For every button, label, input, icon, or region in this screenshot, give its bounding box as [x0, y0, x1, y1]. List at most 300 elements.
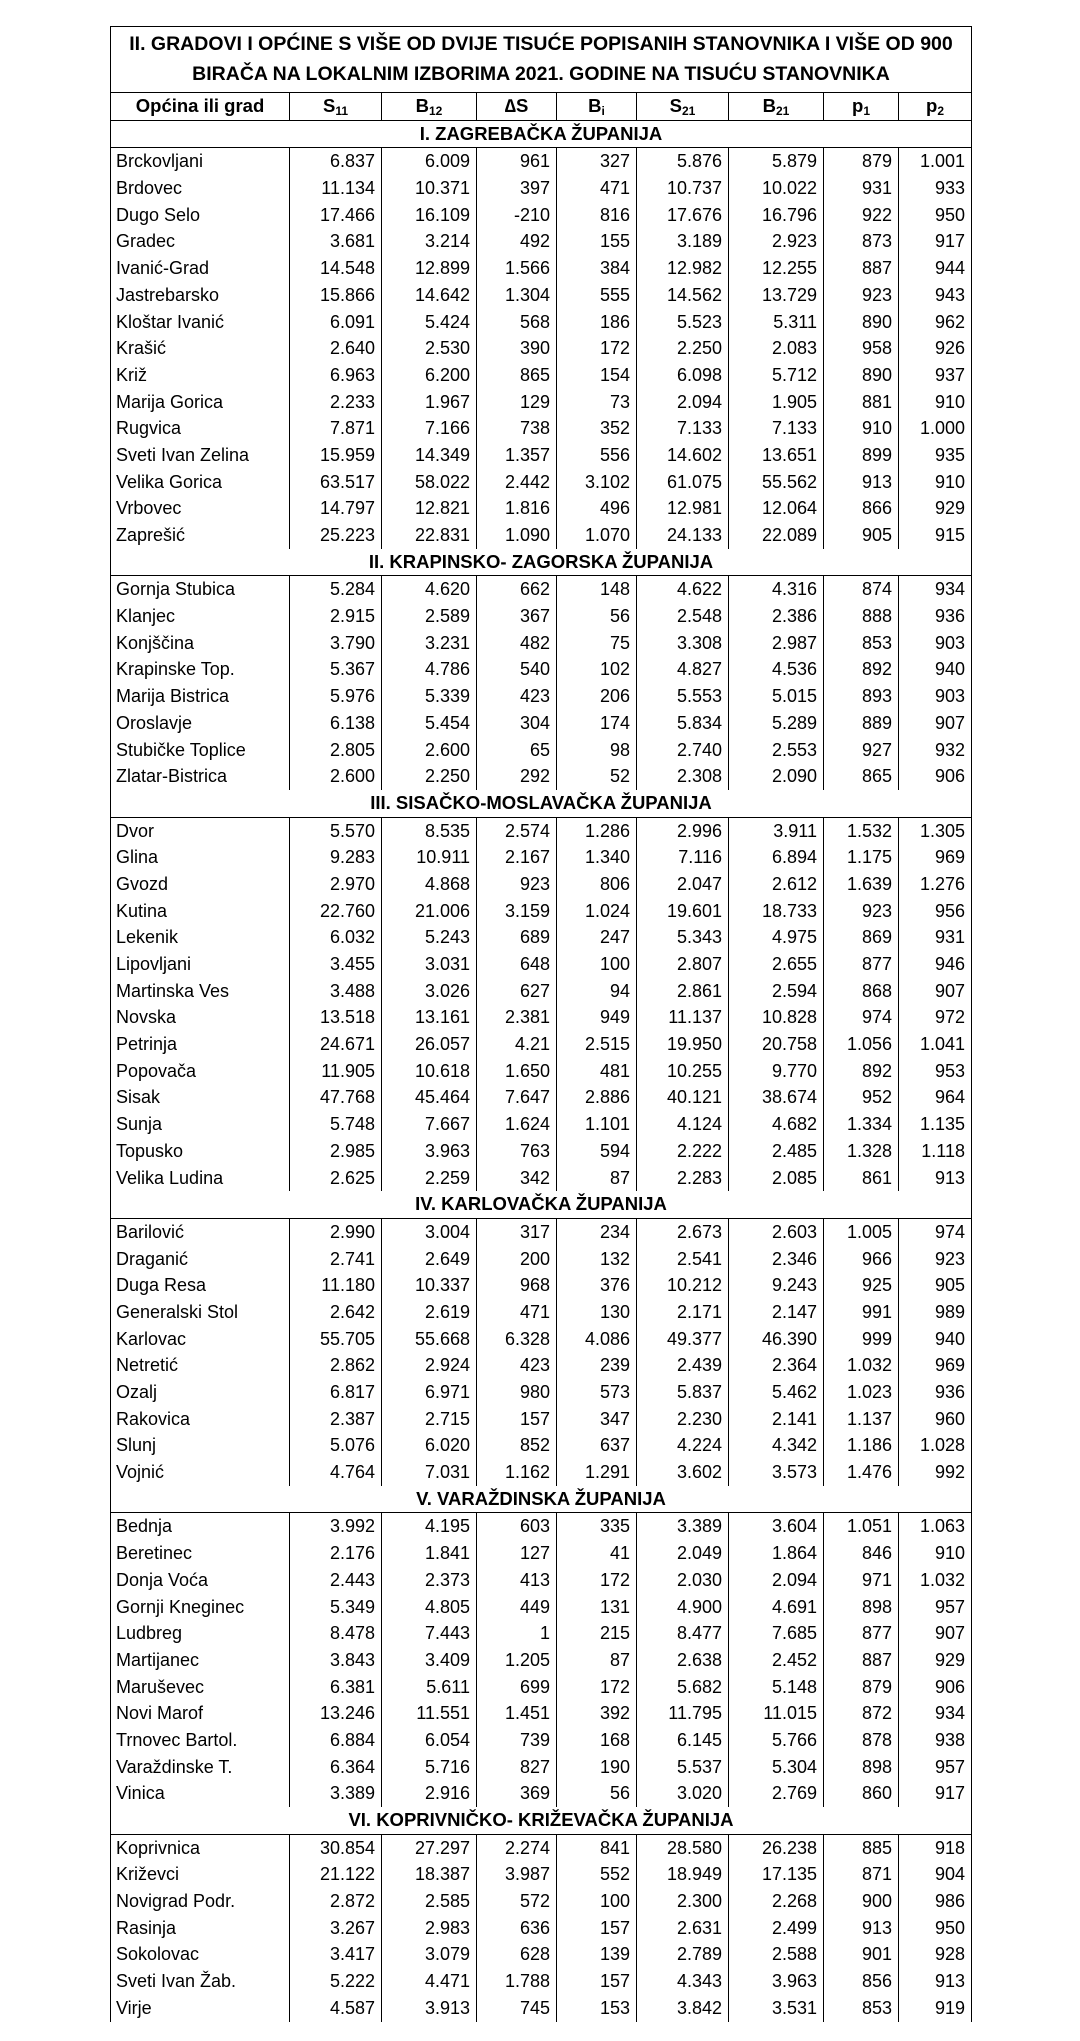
- municipality-name: Martijanec: [116, 1649, 200, 1670]
- table-row: [111, 630, 971, 657]
- b12-value: 5.716: [381, 1754, 476, 1781]
- b12-value: 10.618: [381, 1058, 476, 1085]
- delta-s-value: 627: [476, 978, 556, 1005]
- b12-value: 45.464: [381, 1084, 476, 1111]
- municipality-name: Sveti Ivan Žab.: [116, 1971, 237, 1992]
- table-row: [111, 1700, 971, 1727]
- s21-value: 5.343: [636, 924, 728, 951]
- delta-s-value: 745: [476, 1995, 556, 2022]
- municipality-name: Virje: [116, 1997, 152, 2018]
- s21-value: 10.212: [636, 1272, 728, 1299]
- s21-value: 5.876: [636, 148, 728, 175]
- b12-value: 1.967: [381, 389, 476, 416]
- s21-value: 8.477: [636, 1620, 728, 1647]
- b21-value: 5.311: [728, 309, 823, 336]
- p1-value: 1.005: [823, 1219, 898, 1246]
- p2-value: 1.028: [898, 1432, 971, 1459]
- b12-value: 3.913: [381, 1995, 476, 2022]
- bi-value: 174: [556, 710, 636, 737]
- b12-value: 6.020: [381, 1432, 476, 1459]
- s21-value: 6.098: [636, 362, 728, 389]
- b12-value: 2.916: [381, 1780, 476, 1807]
- delta-s-value: 968: [476, 1272, 556, 1299]
- bi-value: 1.101: [556, 1111, 636, 1138]
- bi-value: 841: [556, 1835, 636, 1862]
- delta-s-value: 1.090: [476, 522, 556, 549]
- p2-value: 906: [898, 763, 971, 790]
- delta-s-value: 865: [476, 362, 556, 389]
- col-header-b21: $B_{21}$: [728, 93, 823, 120]
- p1-value: 893: [823, 683, 898, 710]
- bi-value: 816: [556, 202, 636, 229]
- b12-value: 2.373: [381, 1567, 476, 1594]
- delta-s-value: 397: [476, 175, 556, 202]
- s11-value: 5.367: [289, 656, 381, 683]
- b12-value: 4.786: [381, 656, 476, 683]
- municipality-name: Trnovec Bartol.: [116, 1729, 238, 1750]
- p2-value: 950: [898, 1915, 971, 1942]
- b21-value: 12.255: [728, 255, 823, 282]
- table-row: [111, 656, 971, 683]
- p1-value: 877: [823, 951, 898, 978]
- p1-value: 872: [823, 1700, 898, 1727]
- municipality-name: Križevci: [116, 1864, 180, 1885]
- bi-value: 471: [556, 175, 636, 202]
- s11-value: 2.915: [289, 603, 381, 630]
- s11-value: 2.387: [289, 1406, 381, 1433]
- p2-value: 957: [898, 1594, 971, 1621]
- b21-value: 3.911: [728, 818, 823, 845]
- bi-value: 496: [556, 495, 636, 522]
- delta-s-value: -210: [476, 202, 556, 229]
- table-row: [111, 202, 971, 229]
- municipality-name: Vojnić: [116, 1462, 165, 1483]
- b12-value: 14.349: [381, 442, 476, 469]
- municipality-name: Lekenik: [116, 927, 179, 948]
- p1-value: 913: [823, 469, 898, 496]
- col-header-s11: $S_{11}$: [289, 93, 381, 120]
- municipality-name: Stubičke Toplice: [116, 739, 246, 760]
- bi-value: 352: [556, 415, 636, 442]
- s21-value: 28.580: [636, 1835, 728, 1862]
- p2-value: 943: [898, 282, 971, 309]
- b12-value: 5.243: [381, 924, 476, 951]
- table-row: [111, 1540, 971, 1567]
- bi-value: 3.102: [556, 469, 636, 496]
- s11-value: 13.518: [289, 1004, 381, 1031]
- municipality-name: Sokolovac: [116, 1944, 200, 1965]
- bi-value: 56: [556, 1780, 636, 1807]
- p1-value: 846: [823, 1540, 898, 1567]
- delta-s-value: 1.624: [476, 1111, 556, 1138]
- b21-value: 4.682: [728, 1111, 823, 1138]
- municipality-name: Kloštar Ivanić: [116, 311, 225, 332]
- b21-value: 2.268: [728, 1888, 823, 1915]
- delta-s-value: 2.381: [476, 1004, 556, 1031]
- delta-s-value: 482: [476, 630, 556, 657]
- s21-value: 2.094: [636, 389, 728, 416]
- b21-value: 2.923: [728, 228, 823, 255]
- p1-value: 892: [823, 1058, 898, 1085]
- p1-value: 898: [823, 1754, 898, 1781]
- bi-value: 637: [556, 1432, 636, 1459]
- delta-s-value: 127: [476, 1540, 556, 1567]
- p1-value: 1.639: [823, 871, 898, 898]
- table-row: [111, 1031, 971, 1058]
- delta-s-value: 423: [476, 1352, 556, 1379]
- delta-s-value: 827: [476, 1754, 556, 1781]
- s21-value: 11.795: [636, 1700, 728, 1727]
- b21-value: 3.573: [728, 1459, 823, 1486]
- p1-value: 890: [823, 309, 898, 336]
- p2-value: 936: [898, 603, 971, 630]
- delta-s-value: 961: [476, 148, 556, 175]
- s21-value: 2.807: [636, 951, 728, 978]
- p2-value: 929: [898, 1647, 971, 1674]
- s21-value: 2.171: [636, 1299, 728, 1326]
- b21-value: 2.769: [728, 1780, 823, 1807]
- municipality-name: Klanjec: [116, 606, 176, 627]
- bi-value: 347: [556, 1406, 636, 1433]
- municipality-name: Gornji Kneginec: [116, 1596, 245, 1617]
- s21-value: 3.389: [636, 1513, 728, 1540]
- b21-value: 13.651: [728, 442, 823, 469]
- s21-value: 11.137: [636, 1004, 728, 1031]
- p2-value: 907: [898, 978, 971, 1005]
- municipality-name: Novi Marof: [116, 1703, 204, 1724]
- s11-value: 11.134: [289, 175, 381, 202]
- b12-value: 7.031: [381, 1459, 476, 1486]
- municipality-name: Brdovec: [116, 178, 183, 199]
- p2-value: 969: [898, 844, 971, 871]
- bi-value: 132: [556, 1246, 636, 1273]
- delta-s-value: 390: [476, 335, 556, 362]
- p1-value: 887: [823, 1647, 898, 1674]
- s21-value: 2.283: [636, 1165, 728, 1192]
- delta-s-value: 65: [476, 737, 556, 764]
- s11-value: 11.180: [289, 1272, 381, 1299]
- b12-value: 3.079: [381, 1941, 476, 1968]
- p2-value: 1.041: [898, 1031, 971, 1058]
- s11-value: 2.741: [289, 1246, 381, 1273]
- s21-value: 49.377: [636, 1326, 728, 1353]
- table-row: [111, 1459, 971, 1486]
- s11-value: 4.764: [289, 1459, 381, 1486]
- b21-value: 9.243: [728, 1272, 823, 1299]
- s11-value: 5.284: [289, 576, 381, 603]
- b21-value: 17.135: [728, 1861, 823, 1888]
- p2-value: 940: [898, 656, 971, 683]
- section-title: II. KRAPINSKO- ZAGORSKA ŽUPANIJA: [111, 549, 971, 577]
- bi-value: 206: [556, 683, 636, 710]
- b21-value: 46.390: [728, 1326, 823, 1353]
- s21-value: 2.638: [636, 1647, 728, 1674]
- section-title: I. ZAGREBAČKA ŽUPANIJA: [111, 121, 971, 149]
- b12-value: 6.200: [381, 362, 476, 389]
- p1-value: 966: [823, 1246, 898, 1273]
- p1-value: 1.023: [823, 1379, 898, 1406]
- municipality-name: Bednja: [116, 1516, 173, 1537]
- s21-value: 4.622: [636, 576, 728, 603]
- delta-s-value: 1: [476, 1620, 556, 1647]
- b21-value: 3.604: [728, 1513, 823, 1540]
- b21-value: 5.879: [728, 148, 823, 175]
- p2-value: 935: [898, 442, 971, 469]
- bi-value: 1.024: [556, 898, 636, 925]
- p1-value: 878: [823, 1727, 898, 1754]
- p1-value: 958: [823, 335, 898, 362]
- b21-value: 12.064: [728, 495, 823, 522]
- bi-value: 392: [556, 1700, 636, 1727]
- delta-s-value: 923: [476, 871, 556, 898]
- column-header-row: [111, 93, 971, 121]
- municipality-name: Lipovljani: [116, 954, 192, 974]
- bi-value: 100: [556, 951, 636, 978]
- s11-value: 15.959: [289, 442, 381, 469]
- b21-value: 9.770: [728, 1058, 823, 1085]
- b12-value: 16.109: [381, 202, 476, 229]
- b12-value: 13.161: [381, 1004, 476, 1031]
- b21-value: 5.304: [728, 1754, 823, 1781]
- table-row: [111, 1968, 971, 1995]
- municipality-name: Novska: [116, 1007, 177, 1028]
- delta-s-value: 1.357: [476, 442, 556, 469]
- s11-value: 15.866: [289, 282, 381, 309]
- section-title: VI. KOPRIVNIČKO- KRIŽEVAČKA ŽUPANIJA: [111, 1807, 971, 1835]
- table-row: [111, 1915, 971, 1942]
- s21-value: 2.996: [636, 818, 728, 845]
- delta-s-value: 980: [476, 1379, 556, 1406]
- p1-value: 871: [823, 1861, 898, 1888]
- b21-value: 5.712: [728, 362, 823, 389]
- col-header-p2: $p_2$: [898, 93, 971, 120]
- bi-value: 87: [556, 1647, 636, 1674]
- municipality-name: Ivanić-Grad: [116, 258, 210, 279]
- bi-value: 376: [556, 1272, 636, 1299]
- s21-value: 2.789: [636, 1941, 728, 1968]
- table-row: [111, 951, 971, 978]
- s11-value: 3.681: [289, 228, 381, 255]
- s11-value: 3.417: [289, 1941, 381, 1968]
- table-row: [111, 1594, 971, 1621]
- s21-value: 24.133: [636, 522, 728, 549]
- s21-value: 2.541: [636, 1246, 728, 1273]
- p2-value: 1.001: [898, 148, 971, 175]
- p2-value: 950: [898, 202, 971, 229]
- p2-value: 1.305: [898, 818, 971, 845]
- b21-value: 1.905: [728, 389, 823, 416]
- p1-value: 1.334: [823, 1111, 898, 1138]
- p2-value: 934: [898, 1700, 971, 1727]
- s21-value: 14.602: [636, 442, 728, 469]
- s21-value: 12.982: [636, 255, 728, 282]
- bi-value: 168: [556, 1727, 636, 1754]
- bi-value: 102: [556, 656, 636, 683]
- table-row: [111, 1647, 971, 1674]
- p2-value: 904: [898, 1861, 971, 1888]
- s21-value: 7.133: [636, 415, 728, 442]
- b12-value: 7.166: [381, 415, 476, 442]
- s21-value: 10.737: [636, 175, 728, 202]
- p1-value: 898: [823, 1594, 898, 1621]
- b12-value: 10.911: [381, 844, 476, 871]
- b21-value: 3.963: [728, 1968, 823, 1995]
- b12-value: 2.924: [381, 1352, 476, 1379]
- municipality-name: Marija Gorica: [116, 391, 224, 412]
- delta-s-value: 648: [476, 951, 556, 978]
- p1-value: 856: [823, 1968, 898, 1995]
- bi-value: 1.070: [556, 522, 636, 549]
- b12-value: 5.339: [381, 683, 476, 710]
- b12-value: 22.831: [381, 522, 476, 549]
- table-row: [111, 255, 971, 282]
- b21-value: 2.655: [728, 951, 823, 978]
- delta-s-value: 699: [476, 1674, 556, 1701]
- s11-value: 5.349: [289, 1594, 381, 1621]
- table-row: [111, 228, 971, 255]
- b21-value: 2.452: [728, 1647, 823, 1674]
- p2-value: 913: [898, 1165, 971, 1192]
- p1-value: 860: [823, 1780, 898, 1807]
- b12-value: 7.667: [381, 1111, 476, 1138]
- s21-value: 4.224: [636, 1432, 728, 1459]
- b21-value: 2.085: [728, 1165, 823, 1192]
- bi-value: 75: [556, 630, 636, 657]
- delta-s-value: 689: [476, 924, 556, 951]
- bi-value: 556: [556, 442, 636, 469]
- b12-value: 6.054: [381, 1727, 476, 1754]
- bi-value: 552: [556, 1861, 636, 1888]
- bi-value: 172: [556, 1567, 636, 1594]
- p2-value: 926: [898, 335, 971, 362]
- p2-value: 946: [898, 951, 971, 978]
- s11-value: 14.548: [289, 255, 381, 282]
- s11-value: 2.443: [289, 1567, 381, 1594]
- b12-value: 21.006: [381, 898, 476, 925]
- p1-value: 931: [823, 175, 898, 202]
- p1-value: 900: [823, 1888, 898, 1915]
- col-header-bi: $B_i$: [556, 93, 636, 120]
- p2-value: 1.118: [898, 1138, 971, 1165]
- s21-value: 4.124: [636, 1111, 728, 1138]
- municipality-name: Popovača: [116, 1060, 197, 1081]
- section-title: III. SISAČKO-MOSLAVAČKA ŽUPANIJA: [111, 790, 971, 818]
- b12-value: 4.195: [381, 1513, 476, 1540]
- bi-value: 130: [556, 1299, 636, 1326]
- p2-value: 917: [898, 1780, 971, 1807]
- b12-value: 2.259: [381, 1165, 476, 1192]
- s11-value: 25.223: [289, 522, 381, 549]
- p2-value: 1.000: [898, 415, 971, 442]
- b12-value: 3.004: [381, 1219, 476, 1246]
- p2-value: 915: [898, 522, 971, 549]
- bi-value: 215: [556, 1620, 636, 1647]
- table-row: [111, 1620, 971, 1647]
- bi-value: 186: [556, 309, 636, 336]
- bi-value: 4.086: [556, 1326, 636, 1353]
- municipality-name: Maruševec: [116, 1676, 205, 1697]
- municipality-name: Beretinec: [116, 1543, 193, 1564]
- p2-value: 936: [898, 1379, 971, 1406]
- s21-value: 5.523: [636, 309, 728, 336]
- p2-value: 931: [898, 924, 971, 951]
- p2-value: 962: [898, 309, 971, 336]
- s21-value: 7.116: [636, 844, 728, 871]
- s21-value: 4.827: [636, 656, 728, 683]
- b12-value: 3.963: [381, 1138, 476, 1165]
- b21-value: 2.364: [728, 1352, 823, 1379]
- municipality-name: Zlatar-Bistrica: [116, 766, 228, 787]
- p1-value: 925: [823, 1272, 898, 1299]
- b21-value: 2.485: [728, 1138, 823, 1165]
- p1-value: 887: [823, 255, 898, 282]
- b21-value: 38.674: [728, 1084, 823, 1111]
- municipality-name: Ozalj: [116, 1382, 158, 1402]
- s11-value: 11.905: [289, 1058, 381, 1085]
- bi-value: 1.340: [556, 844, 636, 871]
- table-row: [111, 1995, 971, 2022]
- b21-value: 10.828: [728, 1004, 823, 1031]
- s11-value: 6.963: [289, 362, 381, 389]
- municipality-name: Gradec: [116, 231, 176, 252]
- municipality-name: Velika Gorica: [116, 471, 223, 492]
- s11-value: 2.600: [289, 763, 381, 790]
- p1-value: 881: [823, 389, 898, 416]
- p2-value: 1.135: [898, 1111, 971, 1138]
- municipality-name: Generalski Stol: [116, 1301, 239, 1322]
- bi-value: 157: [556, 1968, 636, 1995]
- s11-value: 3.992: [289, 1513, 381, 1540]
- delta-s-value: 568: [476, 309, 556, 336]
- municipality-name: Slunj: [116, 1435, 157, 1456]
- b12-value: 3.214: [381, 228, 476, 255]
- s11-value: 22.760: [289, 898, 381, 925]
- delta-s-value: 603: [476, 1513, 556, 1540]
- p2-value: 919: [898, 1995, 971, 2022]
- b21-value: 2.612: [728, 871, 823, 898]
- s21-value: 5.682: [636, 1674, 728, 1701]
- delta-s-value: 1.205: [476, 1647, 556, 1674]
- b21-value: 2.553: [728, 737, 823, 764]
- s21-value: 2.308: [636, 763, 728, 790]
- municipality-name: Varaždinske T.: [116, 1756, 233, 1777]
- p1-value: 999: [823, 1326, 898, 1353]
- bi-value: 384: [556, 255, 636, 282]
- table-row: [111, 335, 971, 362]
- p2-value: 905: [898, 1272, 971, 1299]
- s11-value: 30.854: [289, 1835, 381, 1862]
- s21-value: 5.537: [636, 1754, 728, 1781]
- s21-value: 2.861: [636, 978, 728, 1005]
- b12-value: 4.620: [381, 576, 476, 603]
- table-row: [111, 871, 971, 898]
- delta-s-value: 2.274: [476, 1835, 556, 1862]
- b21-value: 5.015: [728, 683, 823, 710]
- delta-s-value: 342: [476, 1165, 556, 1192]
- bi-value: 594: [556, 1138, 636, 1165]
- municipality-name: Petrinja: [116, 1034, 178, 1055]
- b21-value: 7.685: [728, 1620, 823, 1647]
- s21-value: 5.834: [636, 710, 728, 737]
- b12-value: 1.841: [381, 1540, 476, 1567]
- s21-value: 4.343: [636, 1968, 728, 1995]
- municipality-name: Duga Resa: [116, 1275, 207, 1296]
- col-header-name: Općina ili grad: [135, 95, 265, 116]
- delta-s-value: 6.328: [476, 1326, 556, 1353]
- s21-value: 14.562: [636, 282, 728, 309]
- municipality-name: Sveti Ivan Zelina: [116, 444, 250, 465]
- bi-value: 234: [556, 1219, 636, 1246]
